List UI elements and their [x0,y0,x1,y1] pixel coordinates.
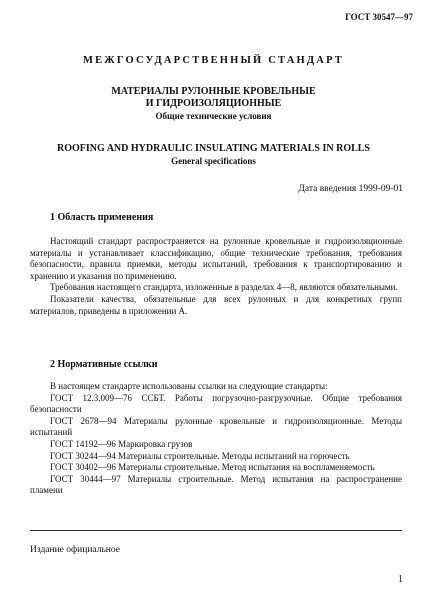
document-code: ГОСТ 30547—97 [345,12,413,22]
title-ru-subtitle: Общие технические условия [155,111,272,121]
section-1-paragraph: Показатели качества, обязательные для всех рулонных и для конкретных групп материалов, приведены в приложении А. [30,293,402,316]
title-ru-line2: И ГИДРОИЗОЛЯЦИОННЫЕ [145,98,282,109]
title-en-line1: ROOFING AND HYDRAULIC INSULATING MATERIALS IN ROLLS [56,143,370,154]
page-number: 1 [398,574,403,585]
section-2-body [30,381,402,497]
title-english [0,143,427,167]
reference-item: ГОСТ 30402—96 Материалы строительные. Метод испытания на воспламеняемость [50,462,375,473]
section-2-heading: 2 Нормативные ссылки [50,359,158,370]
section-1-heading: 1 Область применения [50,212,154,223]
title-en-subtitle: General specifications [171,156,256,166]
reference-item: ГОСТ 12.3.009—76 ССБТ. Работы погрузочно-разгрузочные. Общие требования безопасности [30,392,402,415]
edition-note: Издание официальное [30,545,120,555]
reference-item: ГОСТ 30444—97 Материалы строительные. Метод испытания на распространение пламени [30,473,402,496]
reference-item: ГОСТ 30244—94 Материалы строительные. Методы испытаний на горючесть [50,450,350,461]
section-1-paragraph: Настоящий стандарт распространяется на рулонные кровельные и гидроизоляционные материалы и устанавливает классификацию, общие технические требования, требования безопасности, правила приемки, методы испытаний, требования к транспортированию и хранению и указания по применению. [30,236,402,281]
title-russian [0,86,427,122]
section-1-body [30,236,402,317]
reference-item: ГОСТ 2678—94 Материалы рулонные кровельные и гидроизоляционные. Методы испытаний [30,415,402,438]
standard-banner: МЕЖГОСУДАРСТВЕННЫЙ СТАНДАРТ [82,55,345,66]
effective-date: Дата введения 1999-09-01 [298,184,403,194]
title-ru-line1: МАТЕРИАЛЫ РУЛОННЫЕ КРОВЕЛЬНЫЕ [111,86,316,97]
section-2-intro: В настоящем стандарте использованы ссылки на следующие стандарты: [50,381,328,391]
reference-item: ГОСТ 14192—96 Маркировка грузов [50,438,193,449]
footer-divider [30,530,402,531]
section-1-paragraph: Требования настоящего стандарта, изложенные в разделах 4—8, являются обязательными. [50,282,398,293]
